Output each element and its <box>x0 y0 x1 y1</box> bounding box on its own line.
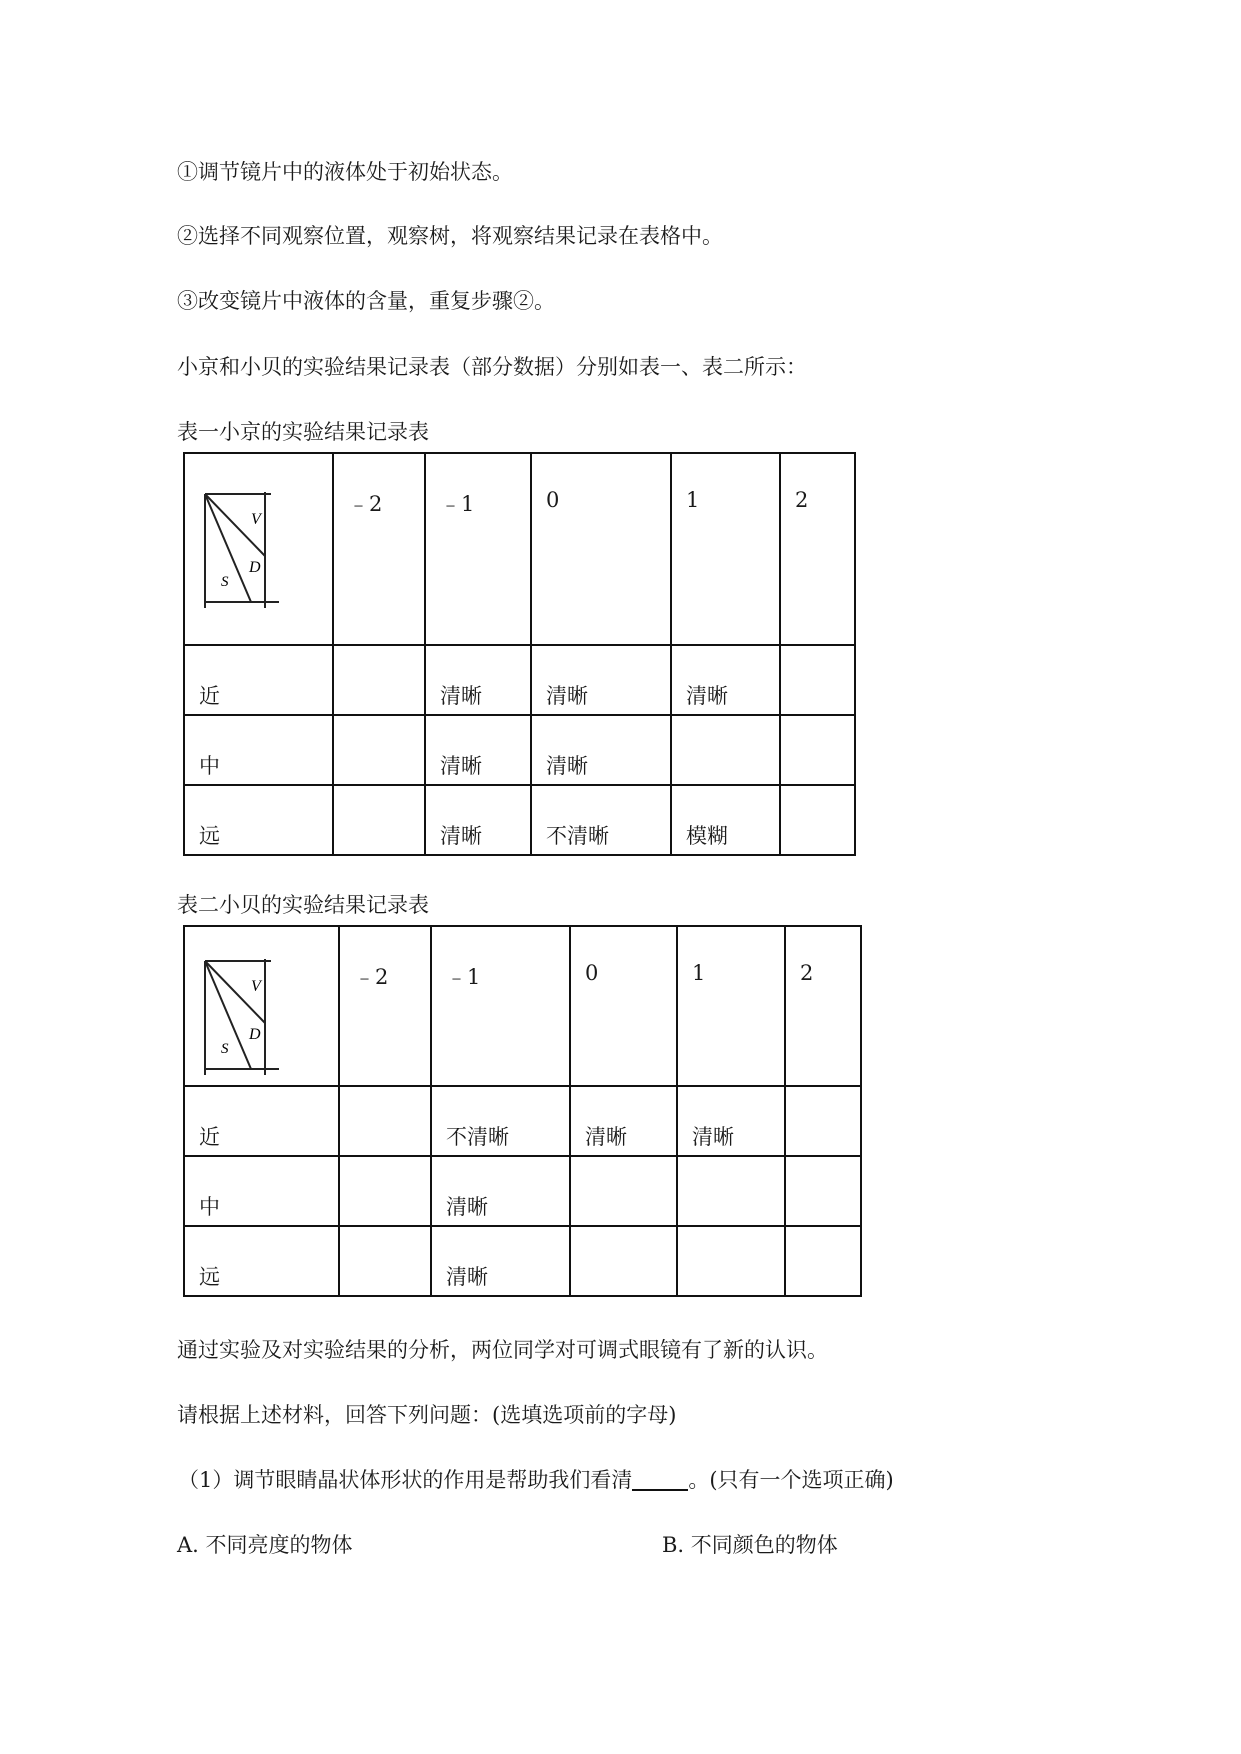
table2-cell <box>785 1226 861 1296</box>
table1-header: ﹣2 <box>333 453 425 645</box>
instruction-text: 请根据上述材料，回答下列问题：(选填选项前的字母) <box>177 1403 677 1427</box>
table2-caption: 表二小贝的实验结果记录表 <box>177 893 429 917</box>
table2-cell: 清晰 <box>570 1086 677 1156</box>
table1-cell: 不清晰 <box>531 785 671 855</box>
option-b <box>662 1531 838 1559</box>
option-b-text: 不同颜色的物体 <box>690 1533 838 1557</box>
table2-cell <box>339 1086 431 1156</box>
table1-header: 2 <box>780 453 855 645</box>
table1-row-label: 近 <box>184 645 333 715</box>
diagram-label-d: D <box>249 559 261 576</box>
table1-cell <box>780 785 855 855</box>
table1-cell <box>333 645 425 715</box>
lens-diagram <box>203 492 283 610</box>
table2-diagram-cell <box>184 926 339 1086</box>
table1-cell <box>671 715 780 785</box>
table1-cell <box>333 715 425 785</box>
table2-header: ﹣1 <box>431 926 570 1086</box>
step-3: ③改变镜片中液体的含量，重复步骤②。 <box>177 289 555 313</box>
table2-cell <box>677 1226 785 1296</box>
table2-cell: 不清晰 <box>431 1086 570 1156</box>
table1-cell: 清晰 <box>531 715 671 785</box>
table1 <box>183 452 856 856</box>
table1-row-label: 中 <box>184 715 333 785</box>
table2-cell <box>570 1156 677 1226</box>
table2-header: 2 <box>785 926 861 1086</box>
diagram-label-s: S <box>221 1041 229 1057</box>
table1-cell <box>333 785 425 855</box>
conclusion-text: 通过实验及对实验结果的分析，两位同学对可调式眼镜有了新的认识。 <box>177 1338 828 1362</box>
table2-cell <box>570 1226 677 1296</box>
diagram-label-v: V <box>251 978 261 995</box>
table2-cell: 清晰 <box>677 1086 785 1156</box>
question-1-prefix: （1）调节眼睛晶状体形状的作用是帮助我们看清 <box>178 1468 633 1492</box>
table2-cell <box>785 1156 861 1226</box>
option-b-letter: B. <box>662 1533 685 1557</box>
table1-row-label: 远 <box>184 785 333 855</box>
table2-row-label: 近 <box>184 1086 339 1156</box>
table1-cell: 清晰 <box>425 645 531 715</box>
table1-header: 0 <box>531 453 671 645</box>
table1-header: 1 <box>671 453 780 645</box>
option-a-letter: A. <box>177 1533 199 1557</box>
lens-diagram <box>203 959 283 1077</box>
table1-cell: 清晰 <box>425 785 531 855</box>
table2-cell: 清晰 <box>431 1156 570 1226</box>
table2-header: 1 <box>677 926 785 1086</box>
table1-caption: 表一小京的实验结果记录表 <box>177 420 429 444</box>
diagram-label-v: V <box>251 511 261 528</box>
diagram-label-d: D <box>249 1026 261 1043</box>
table2-cell <box>339 1156 431 1226</box>
table1-header: ﹣1 <box>425 453 531 645</box>
question-1 <box>178 1466 894 1494</box>
table2-cell <box>339 1226 431 1296</box>
table2-cell: 清晰 <box>431 1226 570 1296</box>
table2-cell <box>677 1156 785 1226</box>
table2-header: 0 <box>570 926 677 1086</box>
answer-blank <box>632 1467 688 1491</box>
table2-header: ﹣2 <box>339 926 431 1086</box>
question-1-suffix: 。(只有一个选项正确) <box>688 1468 894 1492</box>
table1-cell: 清晰 <box>671 645 780 715</box>
option-a <box>177 1531 353 1559</box>
table1-cell: 模糊 <box>671 785 780 855</box>
table1-cell: 清晰 <box>531 645 671 715</box>
table1-diagram-cell <box>184 453 333 645</box>
table2-row-label: 中 <box>184 1156 339 1226</box>
diagram-label-s: S <box>221 574 229 590</box>
table2 <box>183 925 862 1297</box>
table1-cell: 清晰 <box>425 715 531 785</box>
option-a-text: 不同亮度的物体 <box>205 1533 353 1557</box>
table1-cell <box>780 715 855 785</box>
table2-cell <box>785 1086 861 1156</box>
step-2: ②选择不同观察位置，观察树，将观察结果记录在表格中。 <box>177 224 723 248</box>
intro-text: 小京和小贝的实验结果记录表（部分数据）分别如表一、表二所示： <box>177 355 807 379</box>
table1-cell <box>780 645 855 715</box>
table2-row-label: 远 <box>184 1226 339 1296</box>
step-1: ①调节镜片中的液体处于初始状态。 <box>177 160 513 184</box>
